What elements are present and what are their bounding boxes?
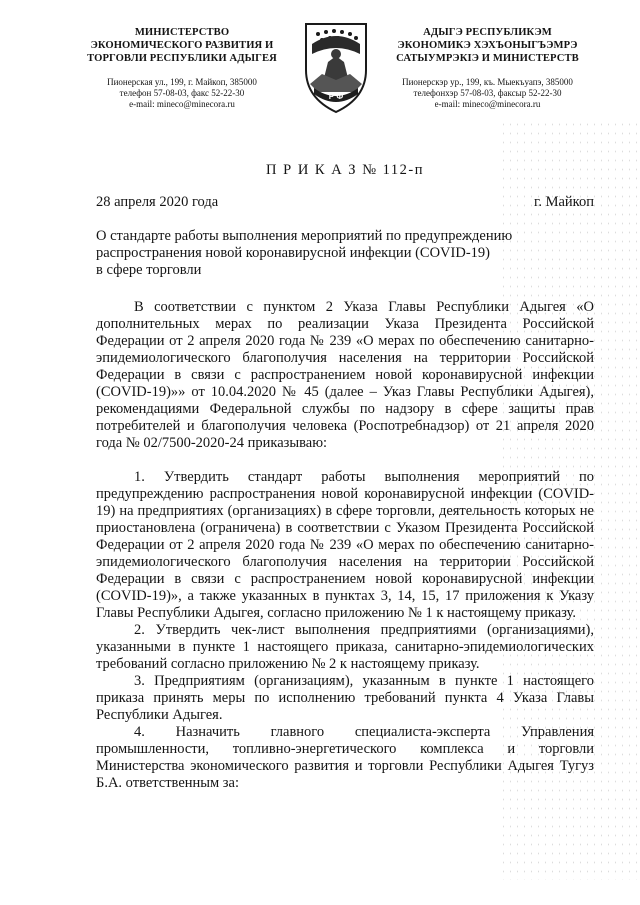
ministry-address-ru [82, 77, 282, 110]
date-city-row [96, 194, 594, 211]
coat-of-arms-icon [296, 18, 376, 118]
address-line: Пионерская ул., 199, г. Майкоп, 385000 [107, 77, 257, 87]
clause-paragraph: 3. Предприятиям (организациям), указанным в пункте 1 настоящего приказа принять меры по исполнению требований пункта 4 Указа Главы Республики Адыгея. [96, 673, 594, 723]
order-date: 28 апреля 2020 года [96, 194, 219, 210]
address-line: e-mail: mineco@minecora.ru [434, 99, 541, 109]
clause-paragraph: 4. Назначить главного специалиста-эксперта Управления промышленности, топливно-энергетического комплекса и торговли Министерства экономического развития и торговли Республики Адыгея Тугуз Б.А. ответственным за: [96, 724, 594, 791]
clause-paragraph: 2. Утвердить чек-лист выполнения предприятиями (организациями), указанными в пункте 1 настоящего приказа, санитарно-эпидемиологических требований согласно приложению № 2 к настоящему приказу. [96, 622, 594, 672]
ministry-name-adyghe [380, 26, 595, 65]
ministry-name-ru [82, 26, 282, 65]
clause-paragraph: 1. Утвердить стандарт работы выполнения мероприятий по предупреждению распространения новой коронавирусной инфекции (COVID-19) на предприятиях (организациях) в сфере торговли, деятельность которых не приостановлена (ограничена) в соответствии с Указом Президента Российской Федерации от 2 апреля 2020 года № 239 «О мерах по обеспечению санитарно-эпидемиологического благополучия населения на территории Российской Федерации в связи с распространением новой коронавирусной инфекции (COVID-19)», а также указанных в пунктах 3, 14, 15, 17 приложения к Указу Главы Республики Адыгея, согласно приложению № 1 к настоящему приказу. [96, 469, 594, 621]
ministry-name-line: АДЫГЭ РЕСПУБЛИКЭМ [423, 27, 552, 38]
address-line: телефонхэр 57-08-03, факсыр 52-22-30 [413, 88, 562, 98]
order-title: П Р И К А З № 112-п [266, 162, 424, 178]
ministry-name-line: ТОРГОВЛИ РЕСПУБЛИКИ АДЫГЕЯ [87, 53, 277, 64]
emblem-ribbon-text: Р Ф [328, 92, 344, 101]
header-right [380, 26, 595, 110]
ministry-address-adyghe [380, 77, 595, 110]
address-line: Пионерскэр ур., 199, къ. Мыекъуапэ, 385000 [402, 77, 573, 87]
subject-line: в сфере торговли [96, 262, 202, 278]
address-line: телефон 57-08-03, факс 52-22-30 [119, 88, 245, 98]
ministry-name-line: ЭКОНОМИЧЕСКОГО РАЗВИТИЯ И [90, 40, 274, 51]
ministry-name-line: МИНИСТЕРСТВО [134, 27, 230, 38]
subject-line: распространения новой коронавирусной инфекции (COVID-19) [96, 245, 490, 261]
order-body [96, 299, 594, 792]
order-city: г. Майкоп [534, 194, 594, 210]
address-line: e-mail: mineco@minecora.ru [129, 99, 235, 109]
header-left [82, 26, 282, 110]
order-subject [96, 228, 536, 279]
ministry-name-line: САТЫУМРЭКІЭ И МИНИСТЕРСТВ [396, 53, 579, 64]
subject-line: О стандарте работы выполнения мероприятий по предупреждению [96, 228, 513, 244]
ministry-name-line: ЭКОНОМИКЭ ХЭХЪОНЫГЪЭМРЭ [397, 40, 578, 51]
preamble-paragraph: В соответствии с пунктом 2 Указа Главы Республики Адыгея «О дополнительных мерах по реализации Указа Президента Российской Федерации от 2 апреля 2020 года № 239 «О мерах по обеспечению санитарно-эпидемиологического благополучия населения на территории Российской Федерации в связи с распространением новой коронавирусной инфекции (COVID-19)»» от 10.04.2020 № 45 (далее – Указ Главы Республики Адыгея), рекомендациями Федеральной службы по надзору в сфере защиты прав потребителей и благополучия человека (Роспотребнадзор) от 21 апреля 2020 года № 02/7500-2020-24 приказываю: [96, 299, 594, 451]
